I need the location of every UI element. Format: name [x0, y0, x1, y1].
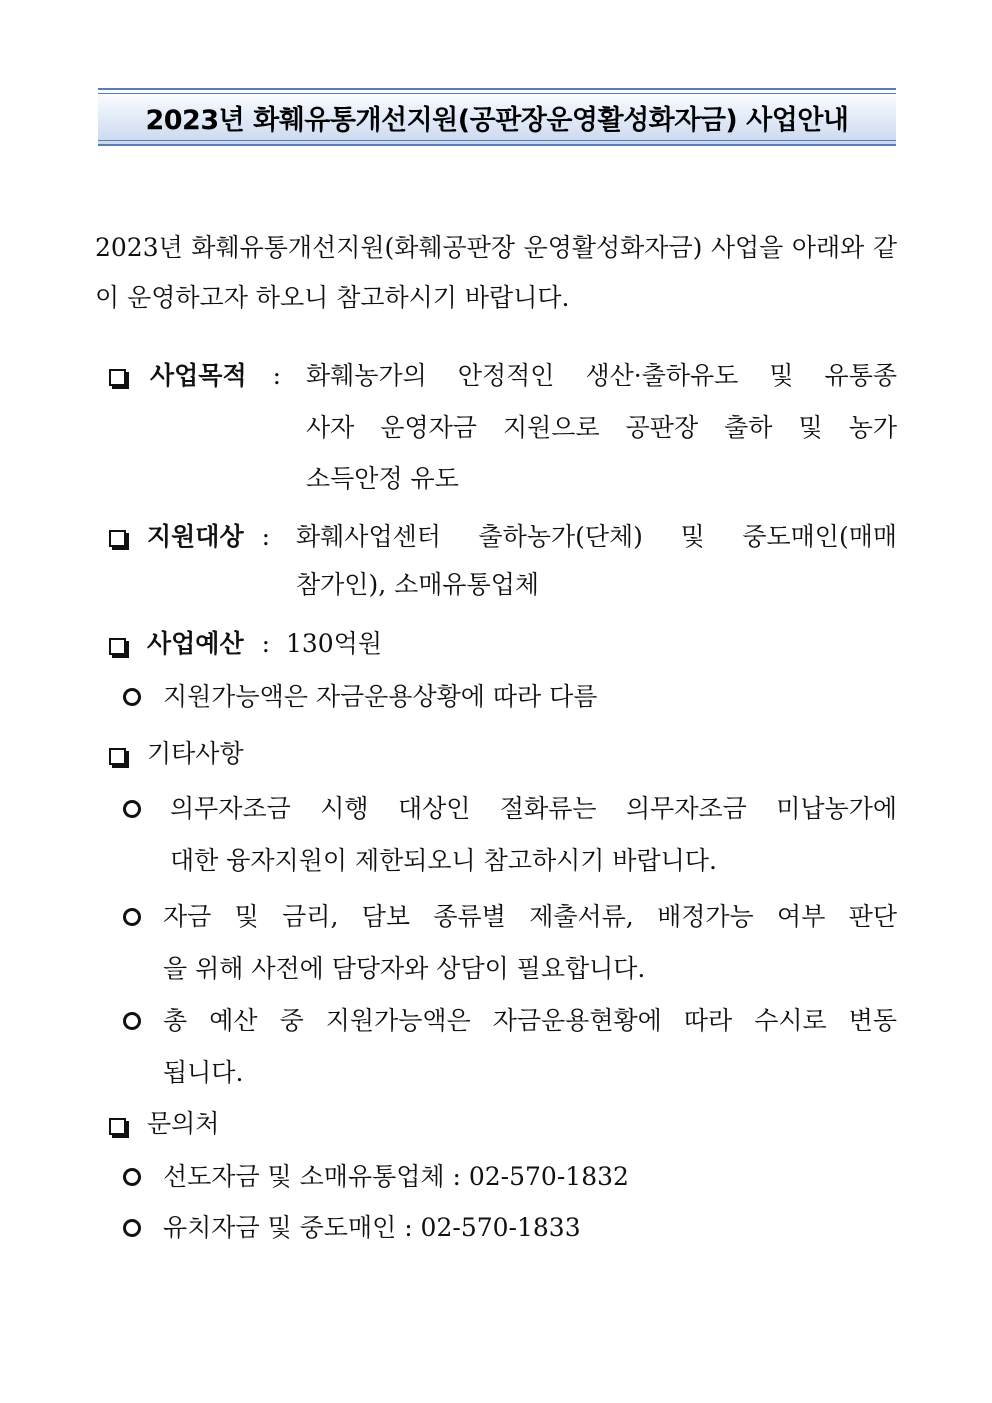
title-banner	[98, 88, 896, 146]
section-budget-value: 130억원	[285, 629, 382, 658]
checkbox-square-icon	[109, 638, 126, 655]
section-budget-label-row	[147, 619, 382, 669]
section-etc-bullet-1-line-1: 의무자조금 시행 대상인 절화류는 의무자조금 미납농가에	[170, 794, 897, 823]
bullet-circle-icon	[123, 908, 141, 926]
section-etc-bullet-3-line-1: 총 예산 중 지원가능액은 자금운용현황에 따라 수시로 변동	[163, 1006, 897, 1035]
checkbox-square-icon	[109, 748, 126, 765]
section-target-line-1: 화훼사업센터 출하농가(단체) 및 중도매인(매매	[296, 522, 897, 551]
section-budget-bullet-1: 지원가능액은 자금운용상황에 따라 다름	[163, 682, 598, 711]
section-purpose-line-2: 사자 운영자금 지원으로 공판장 출하 및 농가	[306, 413, 897, 442]
section-contact-bullet-1: 선도자금 및 소매유통업체 : 02-570-1832	[163, 1162, 629, 1191]
section-target-line-2: 참가인), 소매유통업체	[296, 570, 539, 599]
section-target-colon: :	[261, 522, 270, 551]
section-purpose-line-1: 화훼농가의 안정적인 생산·출하유도 및 유통종	[306, 361, 897, 390]
section-budget-colon: :	[261, 629, 270, 658]
section-purpose-line-3: 소득안정 유도	[306, 464, 459, 493]
section-etc-label: 기타사항	[147, 739, 244, 768]
section-purpose-label: 사업목적	[150, 361, 247, 390]
section-target-label-row	[147, 512, 270, 562]
section-purpose-colon: :	[272, 361, 281, 390]
bullet-circle-icon	[123, 800, 141, 818]
checkbox-square-icon	[109, 530, 126, 547]
section-etc-bullet-1-line-2: 대한 융자지원이 제한되오니 참고하시기 바랍니다.	[170, 846, 717, 875]
section-etc-bullet-3-line-2: 됩니다.	[163, 1058, 244, 1087]
bullet-circle-icon	[123, 688, 141, 706]
checkbox-square-icon	[109, 369, 126, 386]
bullet-circle-icon	[123, 1012, 141, 1030]
section-contact-label: 문의처	[147, 1109, 220, 1138]
section-contact-bullet-2: 유치자금 및 중도매인 : 02-570-1833	[163, 1213, 581, 1242]
section-etc-bullet-2-line-1: 자금 및 금리, 담보 종류별 제출서류, 배정가능 여부 판단	[163, 902, 897, 931]
page-title: 2023년 화훼유통개선지원(공판장운영활성화자금) 사업안내	[145, 104, 849, 136]
section-etc-bullet-2-line-2: 을 위해 사전에 담당자와 상담이 필요합니다.	[163, 954, 646, 983]
checkbox-square-icon	[109, 1118, 126, 1135]
section-target-label: 지원대상	[147, 522, 244, 551]
section-budget-label: 사업예산	[147, 629, 244, 658]
section-purpose-label-row	[150, 351, 281, 401]
bullet-circle-icon	[123, 1219, 141, 1237]
bullet-circle-icon	[123, 1168, 141, 1186]
intro-paragraph: 2023년 화훼유통개선지원(화훼공판장 운영활성화자금) 사업을 아래와 같이 운영하고자 하오니 참고하시기 바랍니다.	[95, 233, 897, 312]
